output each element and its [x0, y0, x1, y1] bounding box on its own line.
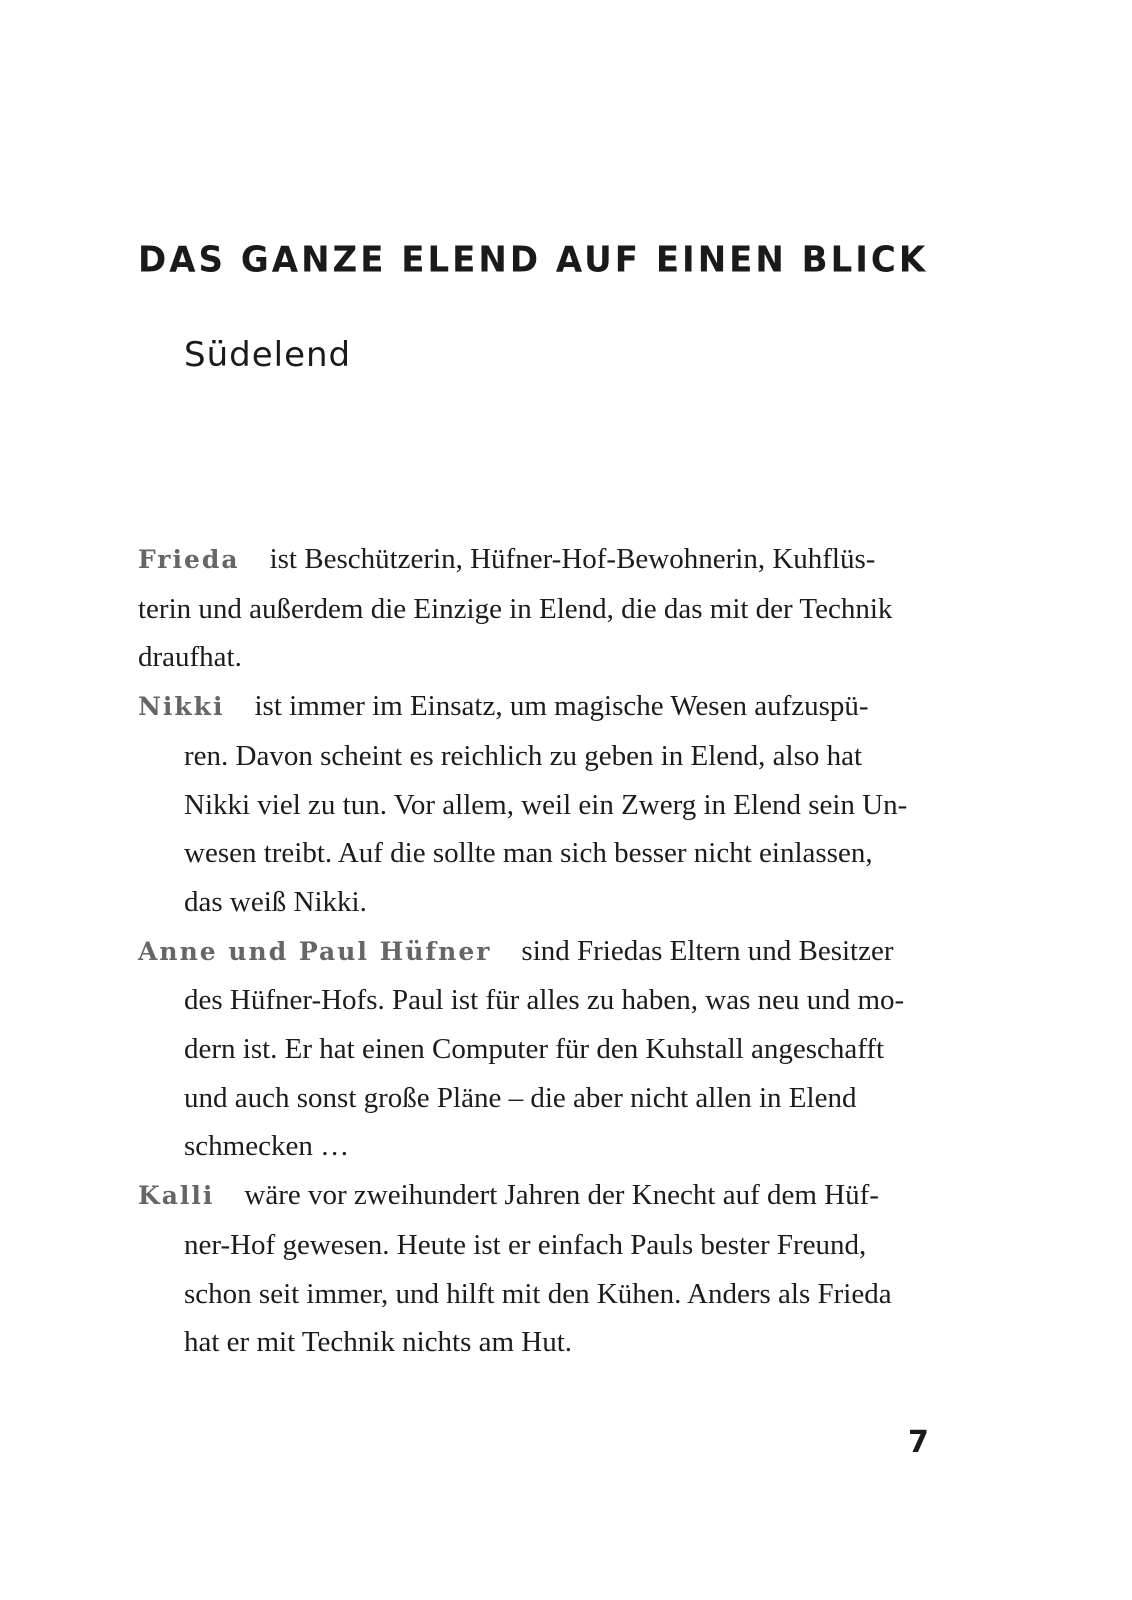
page-number: 7 — [908, 1425, 929, 1460]
entry-text-line: schmecken … — [184, 1130, 350, 1163]
entry-text-line: schon seit immer, und hilft mit den Kühen. Anders als Frieda — [184, 1277, 892, 1310]
character-entry-frieda — [138, 535, 972, 682]
character-entry-nikki — [138, 682, 972, 927]
page-subtitle: Südelend — [184, 335, 352, 375]
entry-text-line: dern ist. Er hat einen Computer für den Kuhstall angeschafft — [184, 1033, 885, 1066]
entry-text-line: ist Beschützerin, Hüfner-Hof-Bewohnerin, Kuhflüs- — [269, 543, 876, 575]
character-name: Nikki — [138, 692, 225, 722]
character-name: Kalli — [138, 1181, 215, 1211]
entry-text-line: wesen treibt. Auf die sollte man sich besser nicht einlassen, — [184, 837, 873, 870]
entry-text-line: hat er mit Technik nichts am Hut. — [184, 1326, 573, 1359]
character-entry-anne-und-paul — [138, 927, 972, 1172]
page-title: DAS GANZE ELEND AUF EINEN BLICK — [138, 239, 929, 281]
entry-text-line: terin und außerdem die Einzige in Elend, die das mit der Technik — [138, 592, 893, 625]
entry-text-line: ner-Hof gewesen. Heute ist er einfach Pauls bester Freund, — [184, 1228, 867, 1261]
entry-text-line: sind Friedas Eltern und Besitzer — [521, 934, 894, 967]
character-list — [138, 535, 972, 1367]
entry-text-line: Nikki viel zu tun. Vor allem, weil ein Zwerg in Elend sein Un- — [184, 788, 908, 821]
entry-text-line: und auch sonst große Pläne – die aber nicht allen in Elend — [184, 1081, 857, 1114]
entry-text-line: das weiß Nikki. — [184, 885, 367, 918]
entry-text-line: des Hüfner-Hofs. Paul ist für alles zu haben, was neu und mo- — [184, 984, 905, 1017]
character-name: Frieda — [138, 545, 240, 574]
character-name: Anne und Paul Hüfner — [138, 936, 492, 966]
entry-text-line: ren. Davon scheint es reichlich zu geben in Elend, also hat — [184, 739, 863, 772]
entry-text-line: ist immer im Einsatz, um magische Wesen aufzuspü- — [254, 690, 869, 723]
entry-text-line: draufhat. — [138, 641, 242, 674]
entry-text-line: wäre vor zweihundert Jahren der Knecht auf dem Hüf- — [244, 1179, 879, 1212]
character-entry-kalli — [138, 1171, 972, 1367]
